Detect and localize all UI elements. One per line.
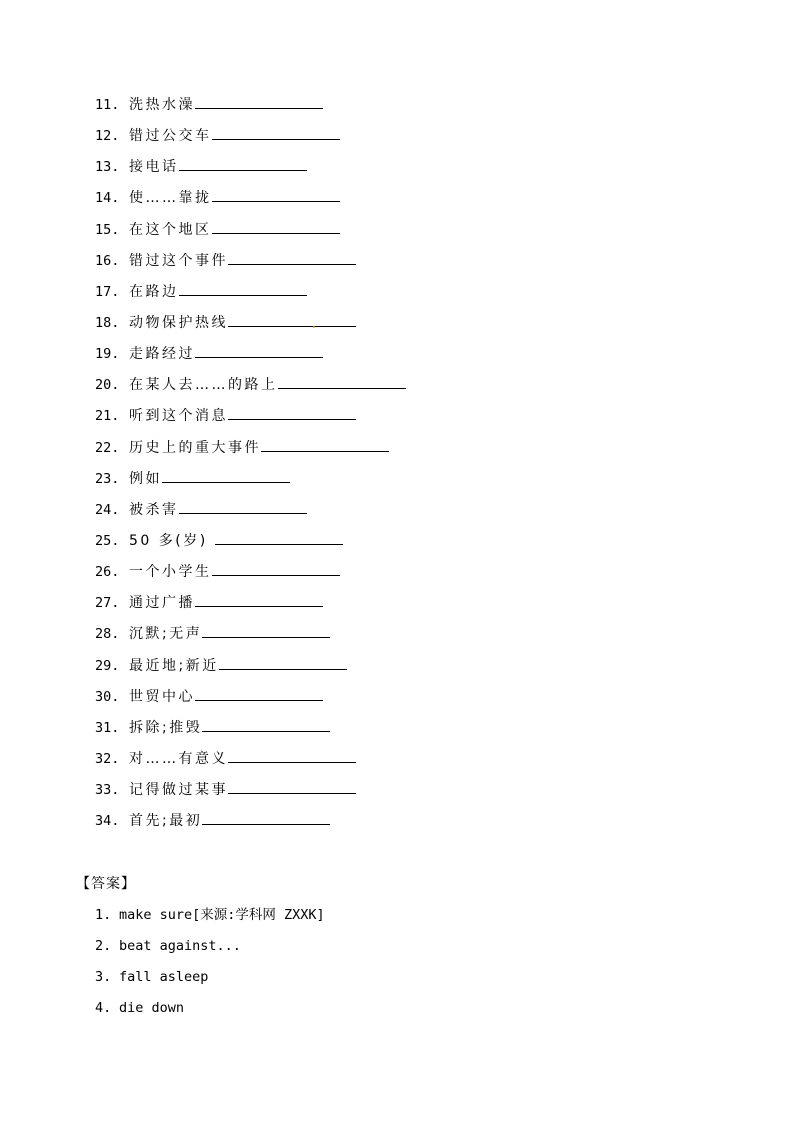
exercise-number: 11. xyxy=(95,97,120,113)
exercise-text: 动物保护热线 xyxy=(129,314,228,331)
exercise-item xyxy=(95,809,715,840)
exercise-number: 12. xyxy=(95,128,120,145)
exercise-item xyxy=(95,124,715,155)
answer-blank xyxy=(219,654,347,670)
exercise-item xyxy=(95,654,715,685)
answer-text: make sure[来源:学科网 ZXXK] xyxy=(119,907,325,923)
answer-blank xyxy=(212,560,340,576)
answer-blank xyxy=(228,404,356,420)
exercise-item xyxy=(95,280,715,311)
exercise-text: 最近地;新近 xyxy=(129,657,219,674)
answer-blank xyxy=(162,467,290,483)
exercise-item xyxy=(95,778,715,809)
exercise-number: 30. xyxy=(95,688,120,705)
answer-item xyxy=(95,904,715,935)
answer-blank xyxy=(179,280,307,296)
answer-text: die down xyxy=(119,1000,185,1017)
answer-blank xyxy=(261,436,389,452)
answer-blank xyxy=(278,373,406,389)
answer-blank xyxy=(228,747,356,763)
exercise-item xyxy=(95,373,715,404)
exercise-number: 26. xyxy=(95,564,120,581)
exercise-number: 21. xyxy=(95,408,120,425)
exercise-text: 在路边 xyxy=(129,283,179,300)
exercise-item xyxy=(95,155,715,186)
answer-text: beat against... xyxy=(119,938,241,955)
answer-text: fall asleep xyxy=(119,969,209,986)
exercise-number: 32. xyxy=(95,750,120,767)
exercise-number: 24. xyxy=(95,501,120,518)
exercise-text: 使……靠拢 xyxy=(129,190,212,207)
exercise-text: 沉默;无声 xyxy=(129,626,203,643)
answer-blank xyxy=(228,778,356,794)
exercise-item xyxy=(95,186,715,217)
exercise-number: 33. xyxy=(95,782,120,799)
answer-blank xyxy=(179,155,307,171)
exercise-item xyxy=(95,404,715,435)
exercise-number: 19. xyxy=(95,346,120,363)
exercise-text: 洗热水澡 xyxy=(129,97,195,113)
exercise-item xyxy=(95,498,715,529)
exercise-number: 28. xyxy=(95,626,120,643)
exercise-number: 29. xyxy=(95,657,120,674)
exercise-text: 在这个地区 xyxy=(129,221,212,238)
exercise-item xyxy=(95,529,715,560)
exercise-number: 22. xyxy=(95,439,120,456)
stray-dot xyxy=(313,326,315,328)
exercise-item xyxy=(95,560,715,591)
answer-number: 1. xyxy=(95,907,112,923)
answer-blank xyxy=(212,218,340,234)
exercise-item xyxy=(95,685,715,716)
exercise-text: 在某人去……的路上 xyxy=(129,377,278,394)
answer-blank xyxy=(195,342,323,358)
exercise-number: 34. xyxy=(95,813,120,830)
exercise-text: 首先;最初 xyxy=(129,813,203,830)
exercise-number: 13. xyxy=(95,159,120,176)
answer-blank xyxy=(179,498,307,514)
exercise-number: 18. xyxy=(95,314,120,331)
exercise-text: 被杀害 xyxy=(129,501,179,518)
exercise-item xyxy=(95,591,715,622)
answer-item xyxy=(95,966,715,997)
exercise-text: 错过这个事件 xyxy=(129,252,228,269)
exercise-text: 通过广播 xyxy=(129,595,195,612)
answer-blank xyxy=(212,124,340,140)
answer-list xyxy=(95,904,715,1029)
exercise-text: 错过公交车 xyxy=(129,128,212,145)
exercise-text: 听到这个消息 xyxy=(129,408,228,425)
answer-number: 3. xyxy=(95,969,112,986)
exercise-text: 走路经过 xyxy=(129,346,195,363)
exercise-item xyxy=(95,93,715,124)
exercise-text: 一个小学生 xyxy=(129,564,212,581)
exercise-item xyxy=(95,716,715,747)
exercise-item xyxy=(95,436,715,467)
answer-item xyxy=(95,935,715,966)
answer-blank xyxy=(215,529,343,545)
exercise-text: 世贸中心 xyxy=(129,688,195,705)
exercise-text: 50 多(岁) xyxy=(129,532,215,549)
exercise-item xyxy=(95,747,715,778)
exercise-item xyxy=(95,622,715,653)
exercise-text: 记得做过某事 xyxy=(129,782,228,799)
exercise-text: 接电话 xyxy=(129,159,179,176)
answer-blank xyxy=(195,591,323,607)
exercise-text: 拆除;推毁 xyxy=(129,719,203,736)
exercise-item xyxy=(95,311,715,342)
exercise-number: 25. xyxy=(95,532,120,549)
exercise-number: 23. xyxy=(95,470,120,487)
exercise-number: 20. xyxy=(95,377,120,394)
exercise-text: 对……有意义 xyxy=(129,750,228,767)
answer-blank xyxy=(212,186,340,202)
exercise-number: 16. xyxy=(95,252,120,269)
exercise-number: 14. xyxy=(95,190,120,207)
answer-item xyxy=(95,997,715,1028)
answer-number: 2. xyxy=(95,938,112,955)
answer-number: 4. xyxy=(95,1000,112,1017)
answer-blank xyxy=(202,809,330,825)
exercise-text: 例如 xyxy=(129,470,162,487)
answer-blank xyxy=(228,311,356,327)
exercise-item xyxy=(95,342,715,373)
exercise-item xyxy=(95,218,715,249)
exercise-number: 17. xyxy=(95,283,120,300)
exercise-item xyxy=(95,249,715,280)
exercise-item xyxy=(95,467,715,498)
answer-blank xyxy=(202,622,330,638)
answer-blank xyxy=(195,685,323,701)
answer-blank xyxy=(195,93,323,109)
answer-blank xyxy=(202,716,330,732)
exercise-number: 31. xyxy=(95,719,120,736)
exercise-number: 27. xyxy=(95,595,120,612)
answer-blank xyxy=(228,249,356,265)
exercise-number: 15. xyxy=(95,221,120,238)
exercise-list xyxy=(95,93,715,840)
exercise-text: 历史上的重大事件 xyxy=(129,439,261,456)
answer-heading: 【答案】 xyxy=(76,876,136,892)
